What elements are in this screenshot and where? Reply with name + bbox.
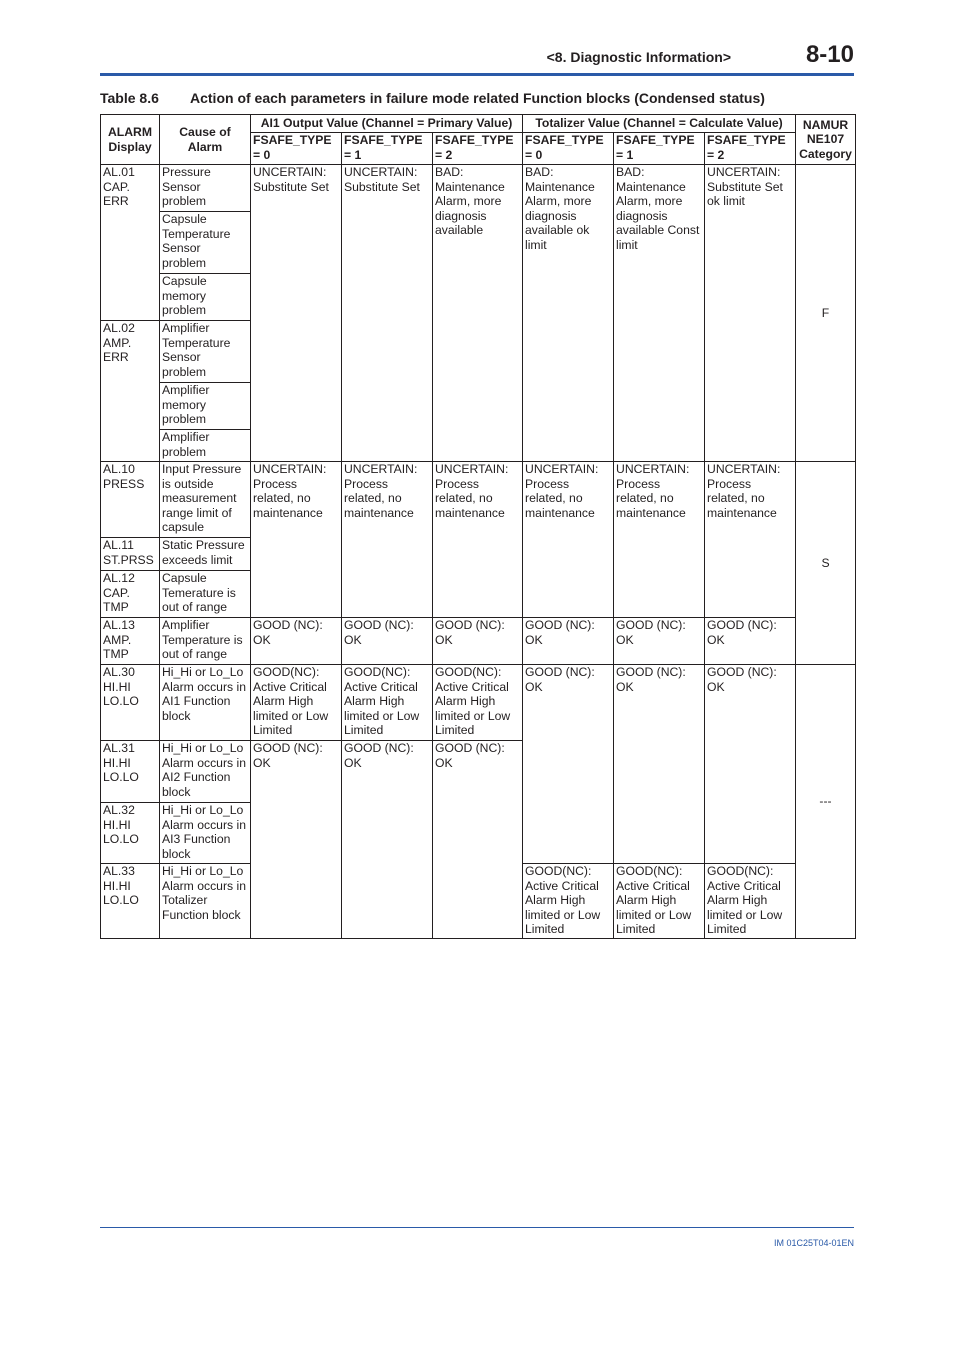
category-s: S (796, 462, 856, 665)
cell-hihi-ai1-fsafe2: GOOD (NC): OK (433, 741, 523, 939)
header-fsafe-ai1-0: FSAFE_TYPE = 0 (251, 133, 342, 165)
header-ai1-output: AI1 Output Value (Channel = Primary Value) (251, 115, 523, 133)
header-fsafe-ai1-1: FSAFE_TYPE = 1 (342, 133, 433, 165)
cell-hihi-tot-fsafe1: GOOD (NC): OK (614, 665, 705, 864)
table-caption (100, 90, 765, 106)
cause-ai3-alarm: Hi_Hi or Lo_Lo Alarm occurs in AI3 Function block (160, 803, 251, 864)
cell-al33-tot-fsafe1: GOOD(NC): Active Critical Alarm High limited or Low Limited (614, 864, 705, 939)
cause-capsule-temperature: Capsule Temerature is out of range (160, 571, 251, 618)
cause-amp-memory: Amplifier memory problem (160, 383, 251, 430)
alarm-al02: AL.02 AMP. ERR (101, 321, 160, 462)
alarm-al12: AL.12 CAP. TMP (101, 571, 160, 618)
document-id: IM 01C25T04-01EN (773, 1238, 854, 1248)
header-rule (100, 73, 854, 76)
failure-mode-table (100, 114, 856, 939)
cell-proc-tot-fsafe0: UNCERTAIN: Process related, no maintenance (523, 462, 614, 618)
header-fsafe-ai1-2: FSAFE_TYPE = 2 (433, 133, 523, 165)
cause-ai2-alarm: Hi_Hi or Lo_Lo Alarm occurs in AI2 Function block (160, 741, 251, 803)
alarm-al13: AL.13 AMP. TMP (101, 618, 160, 665)
cause-capsule-temp-sensor: Capsule Temperature Sensor problem (160, 212, 251, 274)
alarm-al11: AL.11 ST.PRSS (101, 538, 160, 571)
header-fsafe-tot-0: FSAFE_TYPE = 0 (523, 133, 614, 165)
alarm-al31: AL.31 HI.HI LO.LO (101, 741, 160, 803)
header-fsafe-tot-2: FSAFE_TYPE = 2 (705, 133, 796, 165)
cell-hihi-tot-fsafe0: GOOD (NC): OK (523, 665, 614, 864)
section-title: <8. Diagnostic Information> (546, 49, 731, 65)
cell-al13-ai1-fsafe0: GOOD (NC): OK (251, 618, 342, 665)
alarm-al10: AL.10 PRESS (101, 462, 160, 538)
cell-ai1-fsafe0: UNCERTAIN: Substitute Set (251, 165, 342, 462)
cell-al30-ai1-fsafe2: GOOD(NC): Active Critical Alarm High limited or Low Limited (433, 665, 523, 741)
cell-al33-tot-fsafe2: GOOD(NC): Active Critical Alarm High limited or Low Limited (705, 864, 796, 939)
cell-al30-ai1-fsafe0: GOOD(NC): Active Critical Alarm High limited or Low Limited (251, 665, 342, 741)
category-f: F (796, 165, 856, 462)
cause-pressure-sensor: Pressure Sensor problem (160, 165, 251, 212)
cell-al13-tot-fsafe2: GOOD (NC): OK (705, 618, 796, 665)
page-number: 8-10 (805, 41, 854, 68)
cause-totalizer-alarm: Hi_Hi or Lo_Lo Alarm occurs in Totalizer Function block (160, 864, 251, 939)
alarm-al33: AL.33 HI.HI LO.LO (101, 864, 160, 939)
cell-al33-tot-fsafe0: GOOD(NC): Active Critical Alarm High limited or Low Limited (523, 864, 614, 939)
cell-hihi-ai1-fsafe1: GOOD (NC): OK (342, 741, 433, 939)
cell-tot-fsafe2: UNCERTAIN: Substitute Set ok limit (705, 165, 796, 462)
cell-hihi-ai1-fsafe0: GOOD (NC): OK (251, 741, 342, 939)
cell-tot-fsafe0: BAD: Maintenance Alarm, more diagnosis available ok limit (523, 165, 614, 462)
footer-rule (100, 1227, 854, 1228)
cause-amp-temperature: Amplifier Temperature is out of range (160, 618, 251, 665)
header-totalizer: Totalizer Value (Channel = Calculate Value) (523, 115, 796, 133)
alarm-al30: AL.30 HI.HI LO.LO (101, 665, 160, 741)
cell-ai1-fsafe1: UNCERTAIN: Substitute Set (342, 165, 433, 462)
cause-amp-problem: Amplifier problem (160, 430, 251, 462)
alarm-al01: AL.01 CAP. ERR (101, 165, 160, 321)
table-number: Table 8.6 (100, 90, 159, 106)
cell-hihi-tot-fsafe2: GOOD (NC): OK (705, 665, 796, 864)
cell-proc-ai1-fsafe2: UNCERTAIN: Process related, no maintenance (433, 462, 523, 618)
cell-al13-ai1-fsafe1: GOOD (NC): OK (342, 618, 433, 665)
cause-capsule-memory: Capsule memory problem (160, 274, 251, 321)
cell-ai1-fsafe2: BAD: Maintenance Alarm, more diagnosis available (433, 165, 523, 462)
cell-proc-ai1-fsafe0: UNCERTAIN: Process related, no maintenance (251, 462, 342, 618)
page-header (100, 40, 854, 76)
cause-static-pressure: Static Pressure exceeds limit (160, 538, 251, 571)
cell-al13-ai1-fsafe2: GOOD (NC): OK (433, 618, 523, 665)
cell-al13-tot-fsafe1: GOOD (NC): OK (614, 618, 705, 665)
category-none: --- (796, 665, 856, 939)
header-fsafe-tot-1: FSAFE_TYPE = 1 (614, 133, 705, 165)
cell-tot-fsafe1: BAD: Maintenance Alarm, more diagnosis available Const limit (614, 165, 705, 462)
cell-al30-ai1-fsafe1: GOOD(NC): Active Critical Alarm High limited or Low Limited (342, 665, 433, 741)
cell-proc-ai1-fsafe1: UNCERTAIN: Process related, no maintenance (342, 462, 433, 618)
cause-input-pressure: Input Pressure is outside measurement range limit of capsule (160, 462, 251, 538)
cell-al13-tot-fsafe0: GOOD (NC): OK (523, 618, 614, 665)
cell-proc-tot-fsafe2: UNCERTAIN: Process related, no maintenance (705, 462, 796, 618)
cause-amp-temp-sensor: Amplifier Temperature Sensor problem (160, 321, 251, 383)
table-title: Action of each parameters in failure mode related Function blocks (Condensed status) (190, 90, 765, 106)
cell-proc-tot-fsafe1: UNCERTAIN: Process related, no maintenance (614, 462, 705, 618)
cause-ai1-alarm: Hi_Hi or Lo_Lo Alarm occurs in AI1 Function block (160, 665, 251, 741)
alarm-al32: AL.32 HI.HI LO.LO (101, 803, 160, 864)
header-namur-category: NAMUR NE107 Category (796, 115, 856, 165)
header-cause-of-alarm: Cause of Alarm (160, 115, 251, 165)
header-alarm-display: ALARM Display (101, 115, 160, 165)
